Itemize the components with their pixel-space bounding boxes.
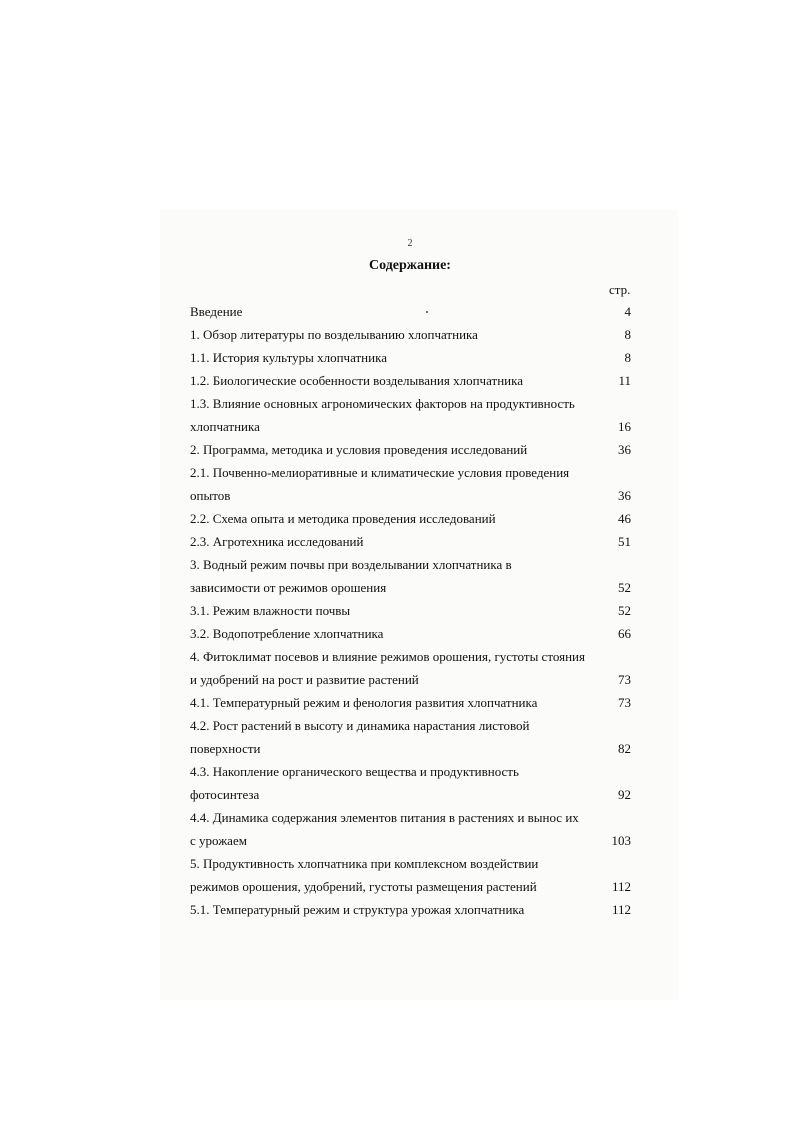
- toc-entry-page: 52: [618, 580, 631, 595]
- toc-entry: [190, 323, 633, 346]
- toc-entry-title: 2. Программа, методика и условия проведения исследований: [190, 442, 528, 457]
- toc-entry-page: 46: [618, 511, 631, 526]
- toc-entry-title: 4.3. Накопление органического вещества и продуктивность: [190, 764, 519, 779]
- toc-entry-title: 2.1. Почвенно-мелиоративные и климатические условия проведения: [190, 465, 570, 480]
- toc-entry: [190, 783, 633, 806]
- toc-entry-title: хлопчатника: [190, 419, 260, 434]
- toc-entry-title: 4.1. Температурный режим и фенология развития хлопчатника: [190, 695, 538, 710]
- toc-entry: [190, 507, 633, 530]
- toc-entry-page: 66: [618, 626, 631, 641]
- toc-entry: [190, 737, 633, 760]
- toc-entry-title: 2.3. Агротехника исследований: [190, 534, 364, 549]
- toc-entry: [190, 829, 633, 852]
- toc-entry-title: 4.4. Динамика содержания элементов питания в растениях и вынос их: [190, 810, 579, 825]
- toc-entry-title: 4.2. Рост растений в высоту и динамика нарастания листовой: [190, 718, 530, 733]
- toc-entry-title: и удобрений на рост и развитие растений: [190, 672, 419, 687]
- toc-entry-page: 73: [618, 695, 631, 710]
- toc-entry: [190, 300, 633, 323]
- toc-entry-page: 36: [618, 488, 631, 503]
- toc-entry-page: 82: [618, 741, 631, 756]
- toc-entry-title: 1.1. История культуры хлопчатника: [190, 350, 387, 365]
- toc-entry-title: Введение: [190, 304, 243, 319]
- toc-entry-page: 4: [624, 304, 631, 319]
- toc-entry-title: режимов орошения, удобрений, густоты размещения растений: [190, 879, 537, 894]
- toc-entry-page: 73: [618, 672, 631, 687]
- toc-entry: [190, 691, 633, 714]
- toc-entry-page: 112: [611, 879, 631, 894]
- toc-entry: [190, 806, 633, 829]
- page-number: 2: [407, 238, 413, 249]
- toc-entry-title: 3.2. Водопотребление хлопчатника: [190, 626, 384, 641]
- toc-entry-title: 1. Обзор литературы по возделыванию хлопчатника: [190, 327, 478, 342]
- toc-entry-title: зависимости от режимов орошения: [190, 580, 387, 595]
- toc-entry-page: 8: [624, 327, 631, 342]
- toc-heading: Содержание:: [369, 258, 451, 273]
- toc-entry-title: 3.1. Режим влажности почвы: [190, 603, 351, 618]
- toc-entry-page: 36: [618, 442, 631, 457]
- toc-entry: [190, 392, 633, 415]
- toc-entry-title: фотосинтеза: [190, 787, 260, 802]
- toc-entry-title: 5. Продуктивность хлопчатника при комплексном воздействии: [190, 856, 539, 871]
- toc-entry: [190, 530, 633, 553]
- toc-entry: [190, 576, 633, 599]
- toc-entry-title: 5.1. Температурный режим и структура урожая хлопчатника: [190, 902, 525, 917]
- toc-entry: [190, 484, 633, 507]
- toc-entry: [190, 415, 633, 438]
- toc-entry-title: 3. Водный режим почвы при возделывании хлопчатника в: [190, 557, 512, 572]
- toc-entry-title: 1.3. Влияние основных агрономических факторов на продуктивность: [190, 396, 575, 411]
- scan-speck: [426, 311, 428, 313]
- toc-entry: [190, 622, 633, 645]
- toc-entry: [190, 645, 633, 668]
- toc-entry-page: 112: [611, 902, 631, 917]
- toc-entry-page: 8: [624, 350, 631, 365]
- toc-entry-title: 4. Фитоклимат посевов и влияние режимов орошения, густоты стояния: [190, 649, 585, 664]
- pages-column-label: стр.: [609, 282, 631, 297]
- toc-entry: [190, 369, 633, 392]
- toc-entry: [190, 875, 633, 898]
- table-of-contents: [190, 300, 633, 921]
- toc-entry: [190, 760, 633, 783]
- toc-entry: [190, 599, 633, 622]
- toc-entry-page: 103: [611, 833, 631, 848]
- toc-entry-page: 16: [618, 419, 631, 434]
- toc-entry: [190, 553, 633, 576]
- toc-entry-title: опытов: [190, 488, 231, 503]
- toc-entry-title: 1.2. Биологические особенности возделывания хлопчатника: [190, 373, 524, 388]
- toc-entry-page: 52: [618, 603, 631, 618]
- toc-entry: [190, 852, 633, 875]
- toc-entry-title: с урожаем: [190, 833, 247, 848]
- toc-entry: [190, 898, 633, 921]
- toc-entry-page: 92: [618, 787, 631, 802]
- toc-entry: [190, 346, 633, 369]
- toc-entry: [190, 461, 633, 484]
- toc-entry-title: поверхности: [190, 741, 261, 756]
- toc-entry-title: 2.2. Схема опыта и методика проведения исследований: [190, 511, 496, 526]
- toc-entry-page: 51: [618, 534, 631, 549]
- toc-entry-page: 11: [618, 373, 631, 388]
- toc-entry: [190, 668, 633, 691]
- toc-entry: [190, 714, 633, 737]
- toc-entry: [190, 438, 633, 461]
